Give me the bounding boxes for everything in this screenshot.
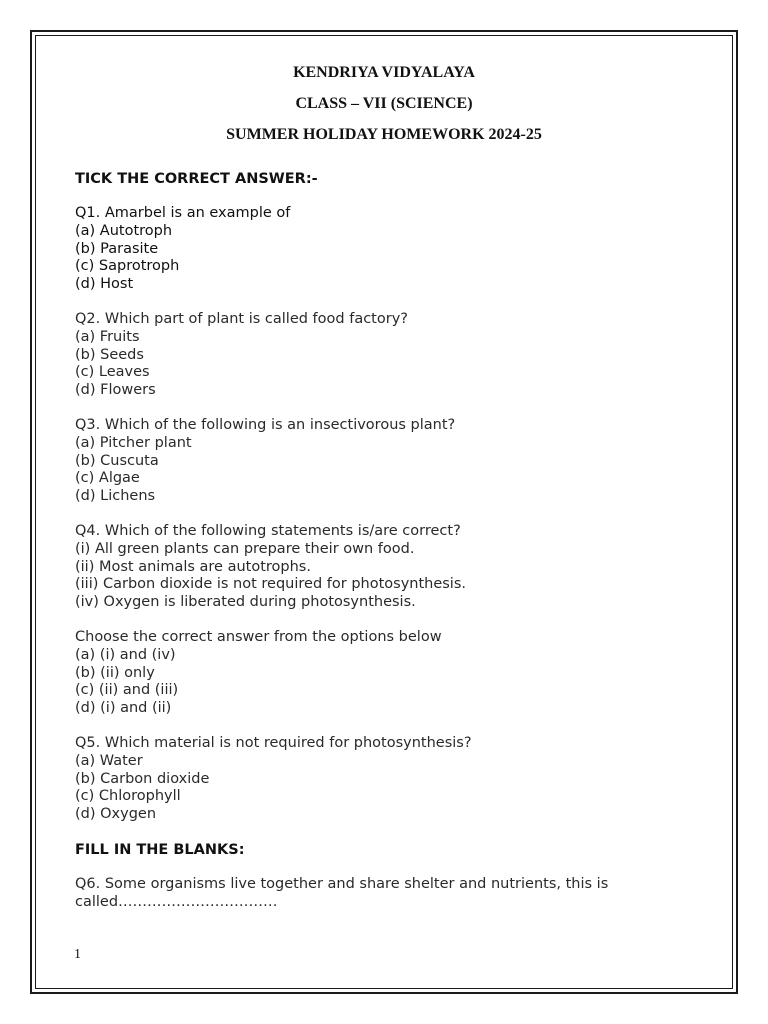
option-a[interactable]: (a) Autotroph xyxy=(75,222,173,239)
option-b[interactable]: (b) Carbon dioxide xyxy=(75,770,210,787)
option-d[interactable]: (d) Host xyxy=(75,276,134,293)
option-b[interactable]: (b) Seeds xyxy=(75,346,144,363)
option-c[interactable]: (c) Saprotroph xyxy=(75,258,180,275)
question-3 xyxy=(75,417,715,506)
homework-title: SUMMER HOLIDAY HOMEWORK 2024-25 xyxy=(226,126,542,143)
option-d[interactable]: (d) Oxygen xyxy=(75,806,157,823)
statement-ii: (ii) Most animals are autotrophs. xyxy=(75,558,311,575)
option-d[interactable]: (d) Lichens xyxy=(75,488,156,505)
option-a[interactable]: (a) Pitcher plant xyxy=(75,434,192,451)
option-b[interactable]: (b) (ii) only xyxy=(75,664,155,681)
question-stem: Q3. Which of the following is an insectivorous plant? xyxy=(75,416,456,433)
option-a[interactable]: (a) (i) and (iv) xyxy=(75,646,176,663)
option-c[interactable]: (c) Leaves xyxy=(75,364,150,381)
worksheet-body xyxy=(75,170,715,929)
option-a[interactable]: (a) Fruits xyxy=(75,328,140,345)
option-b[interactable]: (b) Parasite xyxy=(75,240,159,257)
question-stem: Q4. Which of the following statements is/are correct? xyxy=(75,522,461,539)
option-c[interactable]: (c) Chlorophyll xyxy=(75,788,181,805)
option-c[interactable]: (c) Algae xyxy=(75,470,140,487)
class-subject-line: CLASS – VII (SCIENCE) xyxy=(295,95,473,112)
question-2 xyxy=(75,311,715,400)
question-5 xyxy=(75,735,715,824)
mcq-section-heading: TICK THE CORRECT ANSWER:- xyxy=(75,171,318,187)
statement-iv: (iv) Oxygen is liberated during photosynthesis. xyxy=(75,594,416,611)
fill-blanks-heading: FILL IN THE BLANKS: xyxy=(75,841,245,858)
statement-iii: (iii) Carbon dioxide is not required for photosynthesis. xyxy=(75,576,467,593)
question-1 xyxy=(75,205,715,294)
option-d[interactable]: (d) (i) and (ii) xyxy=(75,700,172,717)
statement-i: (i) All green plants can prepare their own food. xyxy=(75,540,415,557)
question-stem: Q2. Which part of plant is called food factory? xyxy=(75,310,408,327)
question-4-statements xyxy=(75,523,715,612)
option-b[interactable]: (b) Cuscuta xyxy=(75,452,159,469)
question-stem: Q5. Which material is not required for photosynthesis? xyxy=(75,734,472,751)
question-6 xyxy=(75,876,715,912)
option-c[interactable]: (c) (ii) and (iii) xyxy=(75,682,179,699)
page-number: 1 xyxy=(74,947,81,962)
question-sub-stem: Choose the correct answer from the options below xyxy=(75,628,442,645)
option-a[interactable]: (a) Water xyxy=(75,752,143,769)
question-4-options xyxy=(75,629,715,718)
question-stem: Q1. Amarbel is an example of xyxy=(75,205,291,221)
school-name: KENDRIYA VIDYALAYA xyxy=(293,64,475,81)
fill-blank-text: Q6. Some organisms live together and share shelter and nutrients, this is called…………………………… xyxy=(75,875,609,910)
option-d[interactable]: (d) Flowers xyxy=(75,382,156,399)
